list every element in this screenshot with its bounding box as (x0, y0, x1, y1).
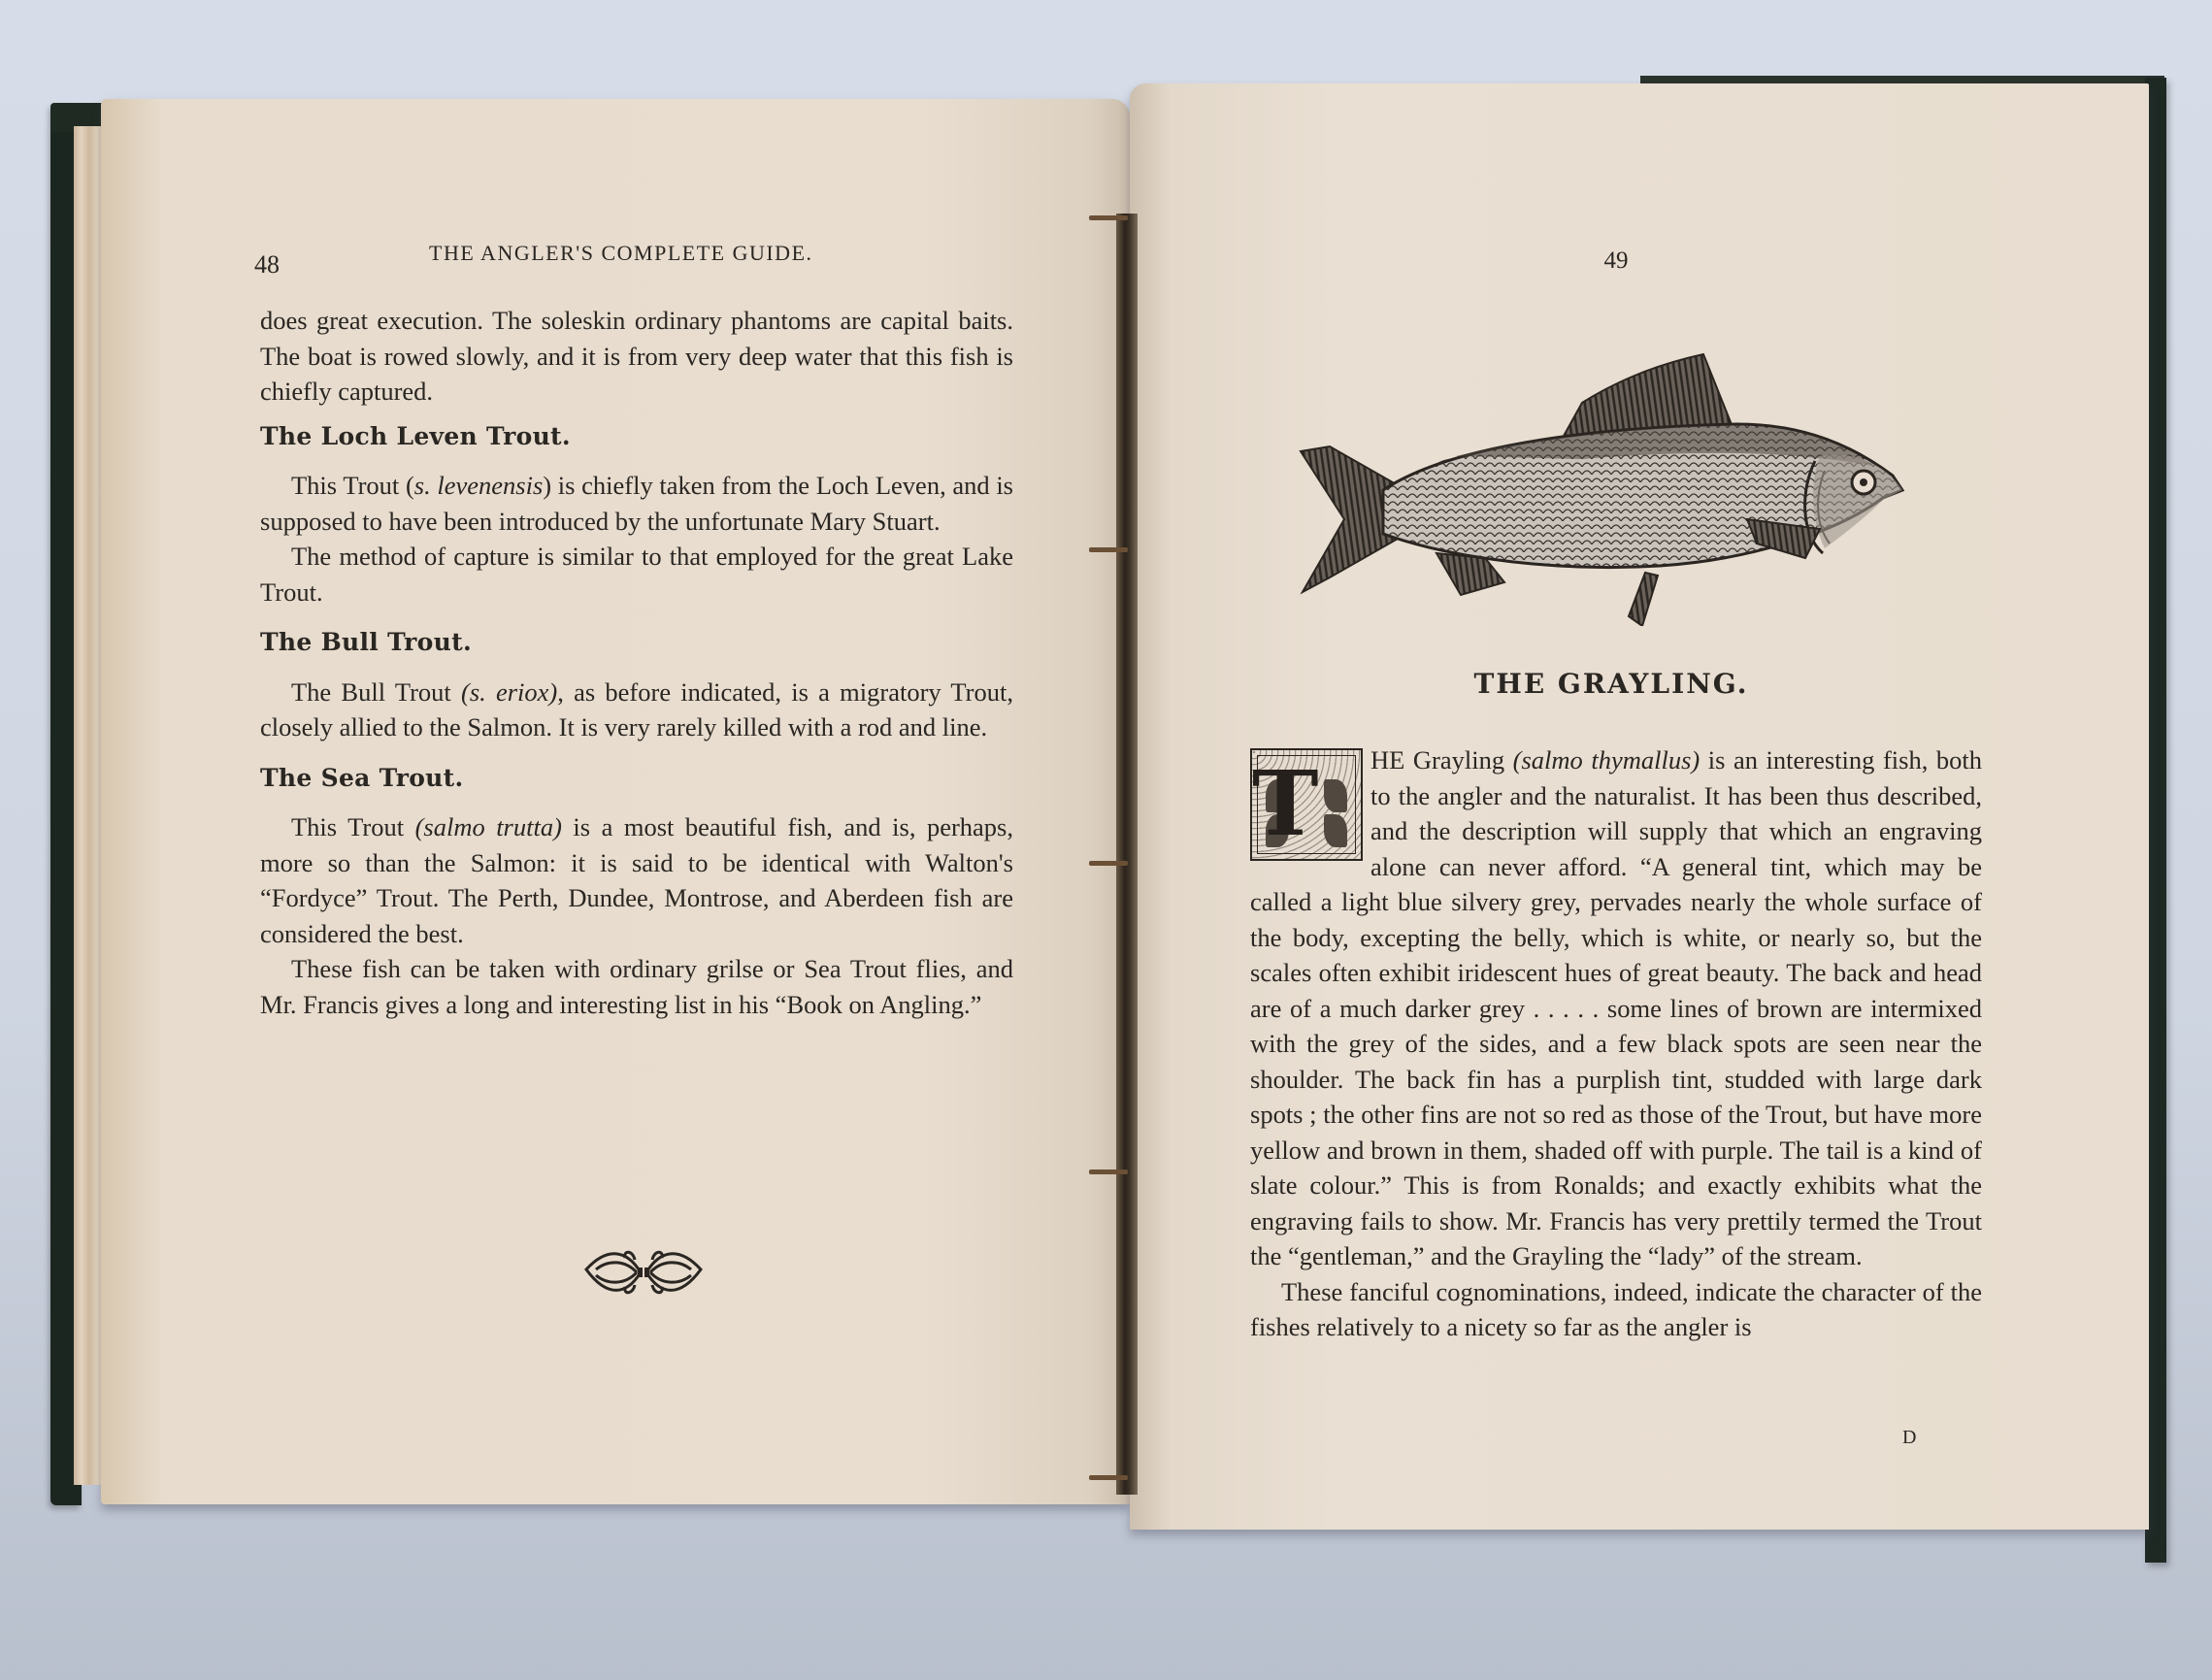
running-head (254, 241, 1021, 280)
running-title: THE ANGLER'S COMPLETE GUIDE. (429, 241, 813, 265)
signature-mark: D (1902, 1427, 1917, 1448)
tailpiece-ornament-icon (578, 1240, 709, 1304)
left-page-text (260, 303, 1013, 1022)
binding-stitch (1089, 1475, 1128, 1480)
paragraph: The method of capture is similar to that employed for the great Lake Trout. (260, 542, 1013, 607)
paragraph: This Trout (s. levenensis) is chiefly taken from the Loch Leven, and is supposed to have been introduced by the unfortunate Mary Stuart. (260, 471, 1013, 536)
paragraph: HE Grayling (salmo thymallus) is an interesting fish, both to the angler and the naturalist. It has been thus described, and the description will supply that which an engraving alone can never afford. “A general tint, which may be called a light blue silvery grey, pervades nearly the whole surface of the body, excepting the belly, which is white, or nearly so, but the scales often exhibit iridescent hues of great beauty. The back and head are of a much darker grey . . . . . some lines of brown are intermixed with the grey of the sides, and a few black spots are seen near the shoulder. The back fin has a purplish tint, studded with large dark spots ; the other fins are not so red as those of the Trout, but have more yellow and brown in them, shaded off with purple. The tail is a kind of slate colour.” This is from Ronalds; and exactly exhibits what the engraving fails to show. Mr. Francis has very prettily termed the Trout the “gentleman,” and the Grayling the “lady” of the stream. (1250, 745, 1983, 1270)
page-number-right: 49 (1603, 247, 1629, 274)
chapter-title: THE GRAYLING. (1473, 668, 1749, 700)
paragraph: These fanciful cognominations, indeed, indicate the character of the fishes relatively to a nicety so far as the angler is (1250, 1276, 1982, 1341)
section-heading-bull-trout: The Bull Trout. (260, 628, 472, 656)
page-number-left: 48 (254, 250, 280, 279)
drop-cap-letter: T (1252, 751, 1319, 856)
section-heading-loch-leven: The Loch Leven Trout. (260, 421, 571, 450)
binding-stitch (1089, 1169, 1128, 1174)
grayling-engraving-icon (1291, 335, 1941, 626)
drop-cap-ornament (1250, 748, 1363, 861)
binding-stitch (1089, 547, 1128, 552)
paragraph: These fish can be taken with ordinary grilse or Sea Trout flies, and Mr. Francis gives a long and interesting list in his “Book on Angling.” (260, 954, 1013, 1019)
binding-stitch (1089, 215, 1128, 220)
paragraph: The Bull Trout (s. eriox), as before indicated, is a migratory Trout, closely allied to the Salmon. It is very rarely killed with a rod and line. (260, 676, 1013, 741)
section-heading-sea-trout: The Sea Trout. (260, 763, 464, 792)
opening-paragraph: does great execution. The soleskin ordinary phantoms are capital baits. The boat is rowed slowly, and it is from very deep water that this fish is chiefly captured. (260, 306, 1013, 406)
right-page-text (1250, 742, 1982, 1345)
binding-stitch (1089, 861, 1128, 866)
paragraph: This Trout (salmo trutta) is a most beautiful fish, and is, perhaps, more so than the Salmon: it is said to be identical with Walton's “Fordyce” Trout. The Perth, Dundee, Montrose, and Aberdeen fish are considered the best. (260, 812, 1013, 948)
book-gutter (1116, 214, 1138, 1495)
